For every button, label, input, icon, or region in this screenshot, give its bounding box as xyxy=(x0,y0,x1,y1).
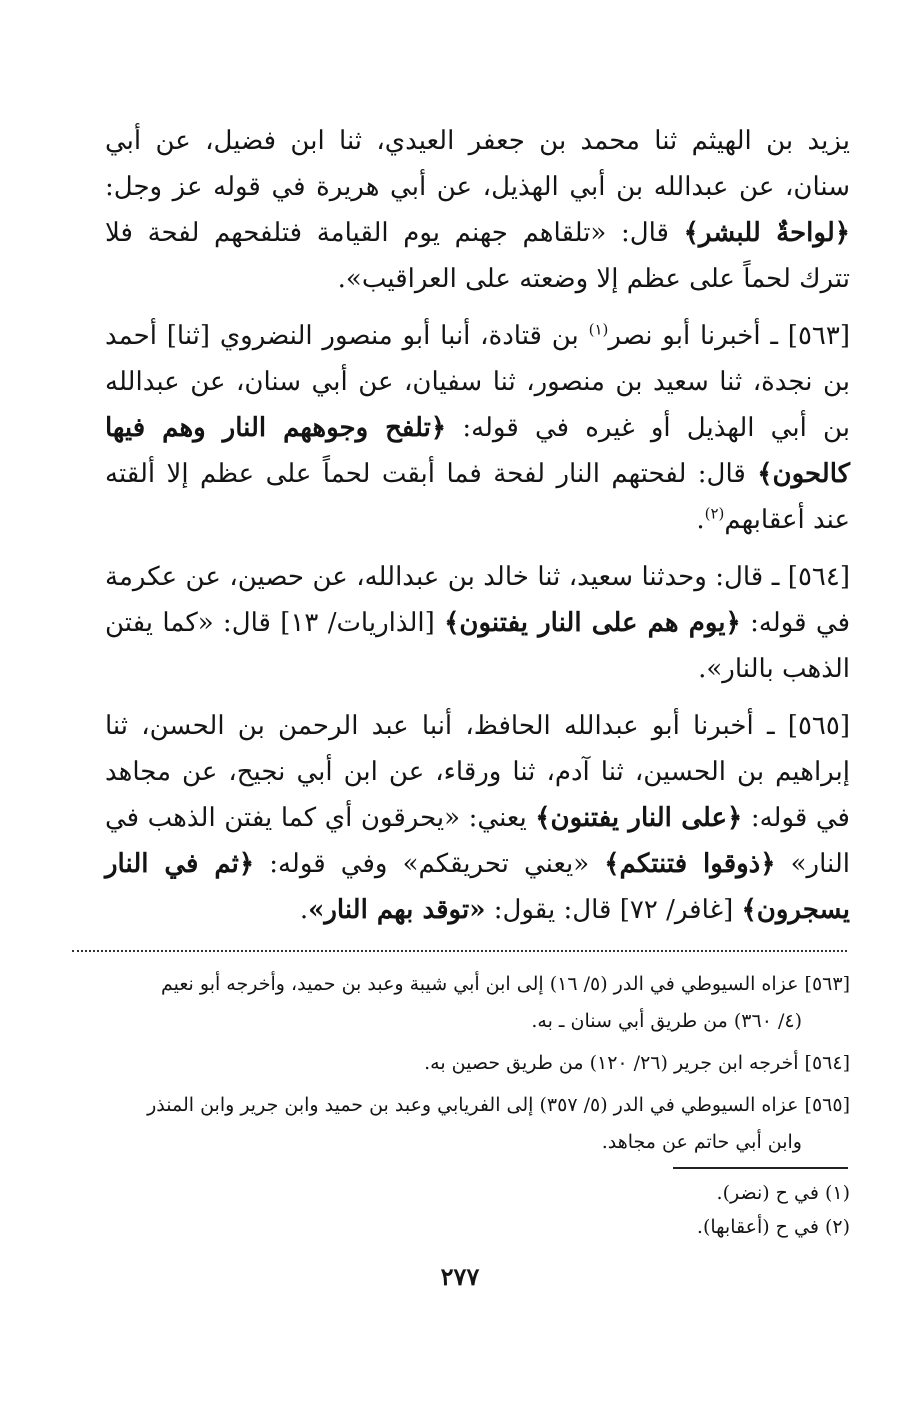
source-references xyxy=(100,966,850,1166)
footnote-rule xyxy=(673,1167,848,1169)
text-segment: [٥٦٤] ـ قال: وحدثنا سعيد، ثنا خالد بن عبدالله، عن حصين، عن عكرمة في قوله: xyxy=(105,562,850,638)
source-line: [٥٦٥] عزاه السيوطي في الدر (٥/ ٣٥٧) إلى الفريابي وعبد بن حميد وابن جرير وابن المنذر xyxy=(147,1094,850,1116)
main-text xyxy=(105,118,850,944)
quran-quote: ﴿ثم في النار يسجرون﴾ xyxy=(105,849,850,925)
text-segment: يعني: «يحرقون أي كما يفتن الذهب في النار» xyxy=(105,803,850,879)
source-line: [٥٦٣] عزاه السيوطي في الدر (٥/ ١٦) إلى ابن أبي شيبة وعبد بن حميد، وأخرجه أبو نعيم xyxy=(161,973,850,995)
source-line: [٥٦٤] أخرجه ابن جرير (٢٦/ ١٢٠) من طريق حصين به. xyxy=(424,1052,850,1074)
source-line-continued: (٤/ ٣٦٠) من طريق أبي سنان ـ به. xyxy=(531,1010,802,1032)
quran-quote: ﴿يوم هم على النار يفتنون﴾ xyxy=(444,608,741,638)
footnote-2: (٢) في ح (أعقابها). xyxy=(696,1216,850,1238)
text-segment: [٥٦٥] ـ أخبرنا أبو عبدالله الحافظ، أنبا عبد الرحمن بن الحسن، ثنا إبراهيم بن الحسين، ثنا آدم، ثنا ورقاء، عن ابن أبي نجيح، عن مجاهد في قوله: xyxy=(105,711,850,833)
quran-quote: ﴿لواحةٌ للبشر﴾ xyxy=(683,218,850,248)
text-segment: . xyxy=(299,895,309,925)
text-segment: [٥٦٣] ـ أخبرنا أبو نصر xyxy=(608,321,850,351)
quran-quote: ﴿تلفح وجوههم النار وهم فيها كالحون﴾ xyxy=(105,413,850,489)
footnotes xyxy=(350,1176,850,1244)
source-entry xyxy=(100,1087,850,1161)
text-segment: «يعني تحريقكم» وفي قوله: xyxy=(254,849,605,879)
page-number: ٢٧٧ xyxy=(440,1262,480,1291)
footnote-marker-1: (١) xyxy=(588,320,609,339)
source-entry xyxy=(100,966,850,1040)
footnote-marker-2: (٢) xyxy=(704,504,725,523)
paragraph-564 xyxy=(105,554,850,692)
text-segment: . xyxy=(696,505,705,535)
bold-quote: «توقد بهم النار» xyxy=(308,895,486,925)
source-entry xyxy=(100,1045,850,1082)
footnote-1: (١) في ح (نضر). xyxy=(716,1182,850,1204)
text-segment: [غافر/ ٧٢] قال: يقول: xyxy=(485,895,742,925)
quran-quote: ﴿على النار يفتنون﴾ xyxy=(535,803,743,833)
dotted-separator xyxy=(72,950,847,952)
text-segment: يزيد بن الهيثم ثنا محمد بن جعفر العيدي، ثنا ابن فضيل، عن أبي سنان، عن عبدالله بن أبي الهذيل، عن أبي هريرة في قوله عز وجل: xyxy=(105,126,850,202)
text-segment: قال: لفحتهم النار لفحة فما أبقت لحماً على عظم إلا ألقته عند أعقابهم xyxy=(105,459,850,535)
text-segment: قال: «تلقاهم جهنم يوم القيامة فتلفحهم لفحة فلا تترك لحماً على عظم إلا وضعته على العراقيب». xyxy=(105,218,850,294)
paragraph-563 xyxy=(105,313,850,543)
paragraph-1 xyxy=(105,118,850,302)
quran-quote: ﴿ذوقوا فتنتكم﴾ xyxy=(604,849,776,879)
text-segment: بن قتادة، أنبا أبو منصور النضروي [ثنا] أحمد بن نجدة، ثنا سعيد بن منصور، ثنا سفيان، عن أبي سنان، عن عبدالله بن أبي الهذيل أو غيره في قوله: xyxy=(105,321,850,443)
text-segment: [الذاريات/ ١٣] قال: «كما يفتن الذهب بالنار». xyxy=(105,608,850,684)
source-line-continued: وابن أبي حاتم عن مجاهد. xyxy=(601,1131,802,1153)
paragraph-565 xyxy=(105,703,850,933)
